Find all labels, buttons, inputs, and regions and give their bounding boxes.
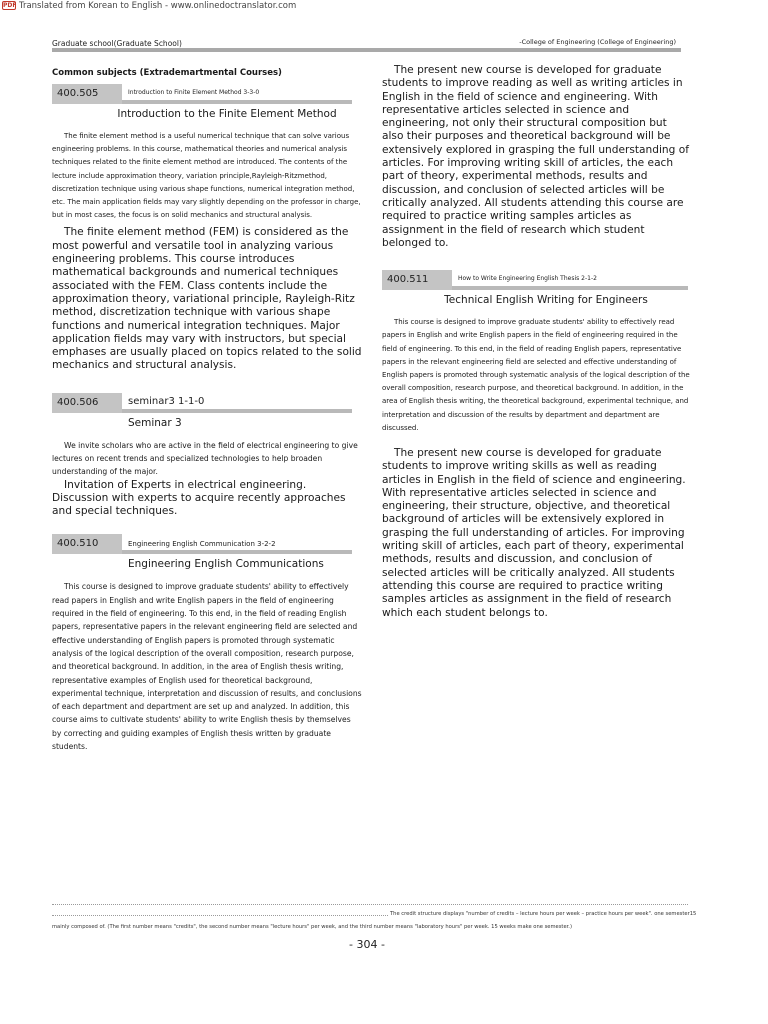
footer-note: mainly composed of. (The first number means "credits", the second number means "lecture hours" per week, and the third number means "laboratory hours" per week. 15 weeks make one semester.)	[52, 924, 572, 930]
footer-rule	[52, 915, 388, 916]
course-bar-line	[122, 550, 352, 554]
course-bar-400506	[52, 393, 362, 413]
course-name: Introduction to the Finite Element Method	[117, 108, 337, 120]
section-title: Common subjects (Extrademartmental Courses)	[52, 68, 282, 78]
course-code: 400.510	[52, 534, 122, 554]
right-column	[382, 64, 690, 620]
course-name: Engineering English Communications	[128, 558, 324, 571]
course-name: Technical English Writing for Engineers	[444, 294, 648, 307]
banner-text[interactable]: Translated from Korean to English - www.onlinedoctranslator.com	[19, 0, 297, 11]
course-desc-korean: The finite element method is a useful numerical technique that can solve various engineering problems. In this course, mathematical theories and numerical analysis techniques related to the finite element method are introduced. The contents of the lecture include approximation theory, variation principle,Rayleigh-Ritzmethod, discretization technique using various shape functions, numerical integration method, etc. The main application fields may vary slightly depending on the professor in charge, but in most cases, the focus is on solid mechanics and structural analysis.	[52, 132, 361, 220]
header-left: Graduate school(Graduate School)	[52, 39, 182, 48]
page-number: - 304 -	[349, 938, 385, 951]
course-desc-english: The present new course is developed for graduate students to improve writing skills as well as reading articles in English in the field of science and engineering. With representative articles selected in science and engineering, their structure, objective, and theoretical background of articles will be extensively explored in grasping the full understanding of articles. For improving writing skill of articles, each part of theory, experimental methods, results and discussion, and conclusion of selected articles will be critically analyzed. All students attending this course are required to practice writing samples articles as assignment in the field of research which each student belongs to.	[382, 446, 686, 619]
course-desc-korean: We invite scholars who are active in the field of electrical engineering to give lectures on recent trends and specialized technologies to help broaden understanding of the major.	[52, 440, 358, 477]
footer-rule	[52, 904, 688, 905]
course-code: 400.505	[52, 84, 122, 104]
course-desc-english: The present new course is developed for graduate students to improve reading as well as writing articles in English in the field of science and engineering. With representative articles selected in science and engineering, not only their structural composition but also their purposes and theoretical background will be extensively explored in grasping the full understanding of articles. For improving writing skill of articles, the each part of theory, experimental methods, results and discussion, and conclusion of selected articles will be critically analyzed. All students attending this course are required to practice writing samples articles as assignment in the field of research which student belonged to.	[382, 64, 689, 249]
course-label: How to Write Engineering English Thesis 2-1-2	[458, 275, 597, 283]
course-bar-line	[122, 409, 352, 413]
course-label: seminar3 1-1-0	[128, 395, 205, 407]
course-desc-english: The finite element method (FEM) is considered as the most powerful and versatile tool in analyzing various engineering problems. This course introduces mathematical backgrounds and numerical techniques associated with the FEM. Class contents include the approximation theory, variational principle, Rayleigh-Ritz method, discretization technique with various shape functions and numerical integration techniques. Major application fields may vary with instructors, but special emphases are usually placed on topics related to the solid mechanics and structural analysis.	[52, 226, 362, 372]
course-bar-400510	[52, 534, 362, 554]
course-desc-korean: This course is designed to improve graduate students' ability to effectively read papers in English and write English papers in the field of engineering required in the field of engineering. To this end, in the field of reading English papers, representative papers in the relevant engineering field are selected and effective understanding of English papers is promoted through systematic analysis of the logical description of the overall composition, research purpose, and theoretical background. In addition, in the area of English thesis writing, the theoretical background, experimental technique, and interpretation and discussion of the results by department and department are discussed.	[382, 318, 690, 432]
course-desc-english: Invitation of Experts in electrical engineering. Discussion with experts to acquire recently approaches and special techniques.	[52, 478, 346, 518]
course-bar-line	[122, 100, 352, 104]
course-bar-400511	[382, 270, 690, 290]
course-code: 400.511	[382, 270, 452, 290]
translation-banner[interactable]	[2, 0, 296, 11]
course-name: Seminar 3	[128, 416, 182, 429]
course-label: Introduction to Finite Element Method 3-3-0	[128, 89, 260, 96]
header-rule	[52, 48, 681, 52]
left-column	[52, 60, 362, 753]
course-code: 400.506	[52, 393, 122, 413]
pdf-icon: PDF	[3, 2, 17, 9]
header-right: -College of Engineering (College of Engineering)	[519, 38, 676, 46]
course-bar-400505	[52, 84, 362, 104]
course-desc-korean: This course is designed to improve graduate students' ability to effectively read papers in English and write English papers in the field of engineering required in the field of engineering. To this end, in the field of reading English papers, representative papers in the relevant engineering field are selected and effective understanding of English papers is promoted through systematic analysis of the logical description of the overall composition, research purpose, and theoretical background. In addition, in the area of English thesis writing, representative examples of English used for theoretical background, experimental technique, interpretation and discussion of results, and conclusions of each department and department are set up and analyzed. In addition, this course aims to cultivate students' ability to write English thesis by themselves by correcting and guiding examples of English thesis written by graduate students.	[52, 582, 362, 752]
course-label: Engineering English Communication 3-2-2	[128, 540, 276, 549]
course-bar-line	[452, 286, 688, 290]
footer-note: The credit structure displays "number of credits – lecture hours per week – practice hours per week". one semester15	[390, 911, 697, 917]
